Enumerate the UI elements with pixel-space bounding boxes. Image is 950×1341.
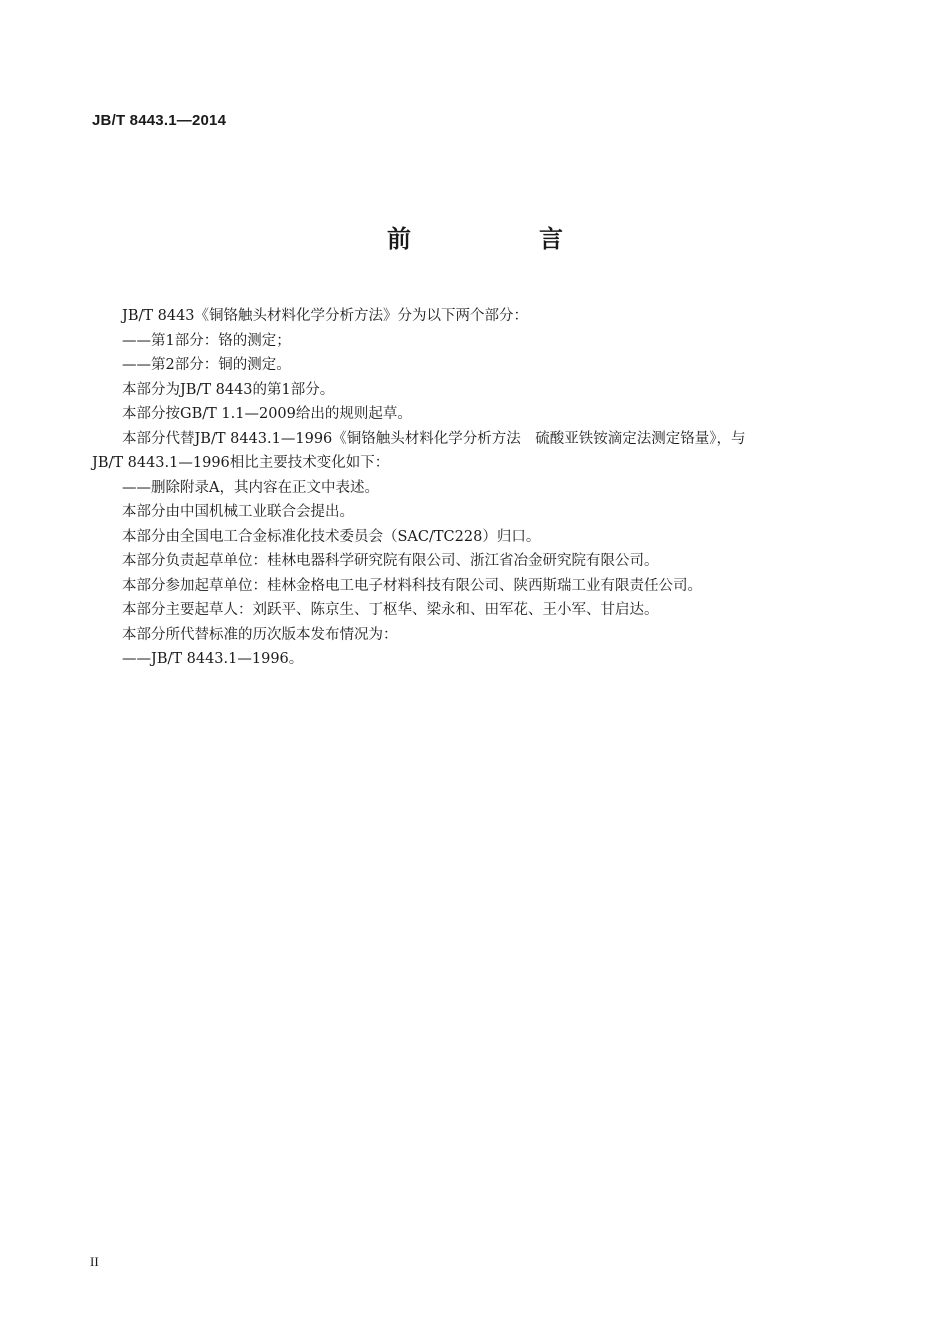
paragraph: 本部分主要起草人：刘跃平、陈京生、丁枢华、梁永和、田军花、王小军、甘启达。 <box>122 602 659 618</box>
paragraph: JB/T 8443《铜铬触头材料化学分析方法》分为以下两个部分： <box>122 308 529 324</box>
page-title: 前 言 <box>387 225 615 253</box>
list-item: ——第1部分：铬的测定； <box>122 332 291 349</box>
paragraph: 本部分由全国电工合金标准化技术委员会（SAC/TC228）归口。 <box>122 528 541 545</box>
list-item: ——第2部分：铜的测定。 <box>122 357 291 373</box>
paragraph: 本部分由中国机械工业联合会提出。 <box>122 504 354 520</box>
paragraph: 本部分代替JB/T 8443.1—1996《铜铬触头材料化学分析方法 硫酸亚铁铵滴定法测定铬量》，与 <box>122 430 746 447</box>
paragraph: 本部分所代替标准的历次版本发布情况为： <box>122 626 398 643</box>
page-number: II <box>90 1254 99 1269</box>
paragraph-continuation: JB/T 8443.1—1996相比主要技术变化如下： <box>92 455 390 471</box>
paragraph: 本部分参加起草单位：桂林金格电工电子材料科技有限公司、陕西斯瑞工业有限责任公司。 <box>122 577 702 594</box>
paragraph: 本部分为JB/T 8443的第1部分。 <box>122 381 335 398</box>
standard-code: JB/T 8443.1—2014 <box>92 112 227 129</box>
body-text <box>92 304 862 672</box>
paragraph: 本部分按GB/T 1.1—2009给出的规则起草。 <box>122 406 412 422</box>
paragraph: 本部分负责起草单位：桂林电器科学研究院有限公司、浙江省冶金研究院有限公司。 <box>122 553 659 569</box>
list-item: ——JB/T 8443.1—1996。 <box>122 651 304 667</box>
list-item: ——删除附录A，其内容在正文中表述。 <box>122 479 379 496</box>
